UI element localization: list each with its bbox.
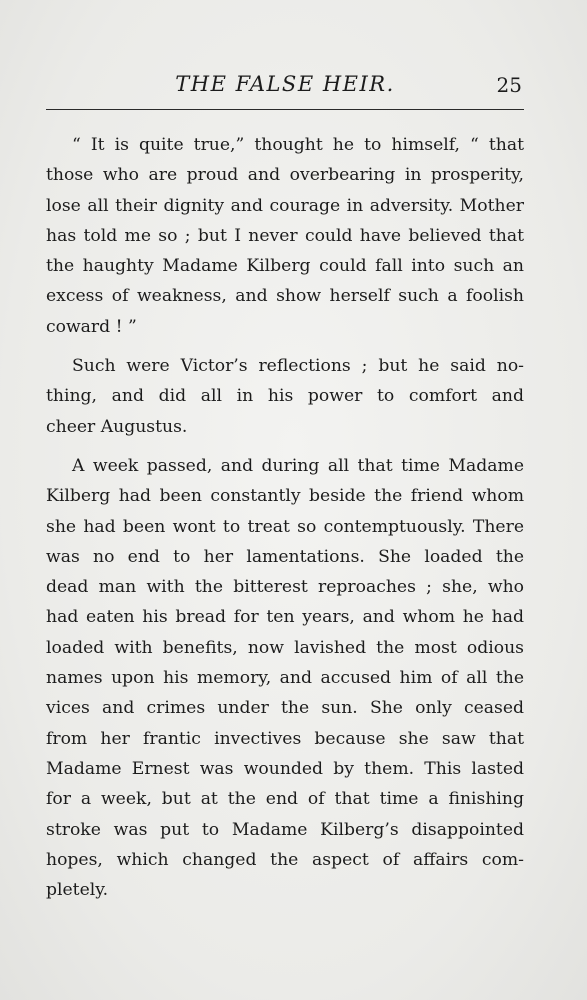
- text-line: A week passed, and during all that time Madame: [72, 455, 524, 476]
- text-line: dead man with the bitterest reproaches ; she, who: [46, 577, 524, 598]
- text-line: hopes, which changed the aspect of affairs com-: [46, 849, 524, 870]
- text-line: stroke was put to Madame Kilberg’s disappointed: [46, 819, 524, 840]
- text-line: for a week, but at the end of that time a finishing: [46, 789, 524, 810]
- text-line: coward ! ”: [46, 316, 137, 337]
- text-line: has told me so ; but I never could have believed that: [46, 225, 524, 246]
- chapter-title: THE FALSE HEIR.: [175, 72, 395, 96]
- text-line: was no end to her lamentations. She loaded the: [46, 546, 524, 567]
- text-line: Madame Ernest was wounded by them. This lasted: [46, 758, 524, 779]
- text-line: loaded with benefits, now lavished the most odious: [46, 637, 524, 658]
- paragraph-1: [46, 130, 524, 342]
- text-line: Such were Victor’s reflections ; but he said no-: [72, 356, 524, 377]
- text-line: “ It is quite true,” thought he to himself, “ that: [72, 135, 524, 155]
- page-number: 25: [496, 73, 522, 97]
- text-line: pletely.: [46, 880, 109, 901]
- paragraph-3: [46, 451, 524, 905]
- text-line: Kilberg had been constantly beside the friend whom: [46, 486, 524, 507]
- text-line: thing, and did all in his power to comfort and: [46, 386, 524, 407]
- text-line: lose all their dignity and courage in adversity. Mother: [46, 195, 524, 216]
- paragraph-2: [46, 351, 524, 442]
- text-line: those who are proud and overbearing in prosperity,: [46, 165, 524, 186]
- text-line: excess of weakness, and show herself such a foolish: [46, 286, 524, 307]
- text-line: the haughty Madame Kilberg could fall into such an: [46, 256, 524, 277]
- text-line: had eaten his bread for ten years, and whom he had: [46, 607, 524, 628]
- body-text: [46, 130, 524, 914]
- header-rule: [46, 109, 524, 110]
- text-line: vices and crimes under the sun. She only ceased: [46, 698, 524, 719]
- text-line: names upon his memory, and accused him of all the: [46, 668, 524, 689]
- text-line: from her frantic invectives because she saw that: [46, 728, 524, 749]
- text-line: cheer Augustus.: [46, 416, 188, 437]
- text-line: she had been wont to treat so contemptuously. There: [46, 516, 524, 537]
- running-head: [46, 72, 524, 102]
